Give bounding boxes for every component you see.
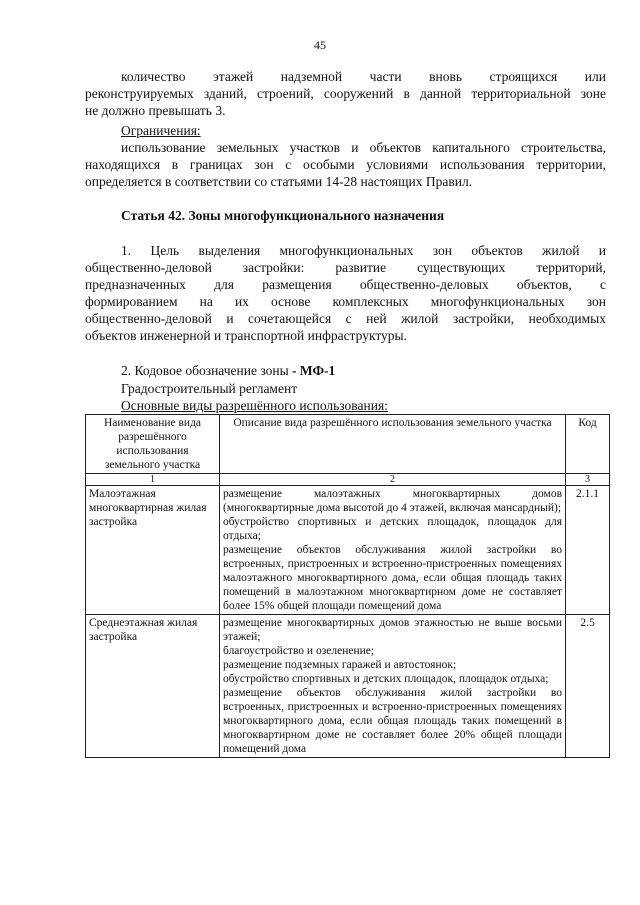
text-line: общественно-деловой и сочетающейся с ней жилой застройки, необходимых: [85, 311, 606, 326]
table-number-row: [86, 474, 610, 486]
zone-code-line: [85, 362, 606, 379]
header-description: Описание вида разрешённого использования земельного участка: [220, 415, 566, 474]
text-line: формированием на их основе комплексных многофункциональных зон: [85, 294, 606, 309]
table-row: [86, 486, 610, 615]
column-number: 1: [86, 474, 220, 486]
regulation-title: Градостроительный регламент: [121, 381, 298, 396]
use-description: [220, 486, 566, 615]
header-code: Код: [566, 415, 610, 474]
text-line: использование земельных участков и объектов капитального строительства,: [121, 140, 606, 155]
description-item: обустройство спортивных и детских площадок, площадок для отдыха;: [223, 516, 562, 542]
text-line: находящихся в границах зон с особыми условиями использования территории,: [85, 157, 606, 172]
use-code: 2.1.1: [566, 486, 610, 615]
description-item: обустройство спортивных и детских площадок, площадок отдыха;: [223, 673, 549, 685]
text-line: не должно превышать 3.: [85, 103, 226, 118]
restrictions-label: Ограничения:: [121, 123, 201, 138]
restrictions-block: [85, 122, 606, 190]
description-item: размещение многоквартирных домов этажностью не выше восьми этажей;: [223, 617, 562, 643]
use-name: Малоэтажная многоквартирная жилая застройка: [86, 486, 220, 615]
text-line: 1. Цель выделения многофункциональных зон объектов жилой и: [121, 243, 606, 258]
main-uses-title: Основные виды разрешённого использования:: [121, 398, 388, 413]
text-line: общественно-деловой застройки: развитие существующих территорий,: [85, 260, 606, 275]
zone-code-prefix: 2. Кодовое обозначение зоны: [121, 363, 293, 378]
continuation-paragraph: [85, 68, 606, 119]
description-item: размещение малоэтажных многоквартирных домов (многоквартирные дома высотой до 4 этажей, включая мансардный);: [223, 488, 562, 514]
text-line: определяется в соответствии со статьями 14-28 настоящих Правил.: [85, 174, 473, 189]
use-name: Среднеэтажная жилая застройка: [86, 615, 220, 758]
purpose-paragraph: [85, 242, 606, 344]
text-line: предназначенных для размещения общественно-деловых объектов, с: [85, 277, 606, 292]
table-header-row: [86, 415, 610, 474]
description-item: благоустройство и озеленение;: [223, 645, 375, 657]
article-title: Статья 42. Зоны многофункционального назначения: [121, 208, 445, 223]
description-item: размещение объектов обслуживания жилой застройки во встроенных, пристроенных и встроенно-пристроенных помещениях малоэтажного многоквартирного дома, если общая площадь таких помещений в малоэтажном многоквартирном доме не составляет более 15% общей площади помещений дома: [223, 544, 562, 612]
use-description: [220, 615, 566, 758]
table-row: [86, 615, 610, 758]
description-item: размещение подземных гаражей и автостоянок;: [223, 659, 457, 671]
use-code: 2.5: [566, 615, 610, 758]
text-line: количество этажей надземной части вновь строящихся или: [121, 69, 606, 84]
column-number: 3: [566, 474, 610, 486]
uses-table: [85, 414, 610, 758]
description-item: размещение объектов обслуживания жилой застройки во встроенных, пристроенных и встроенно-пристроенных помещениях многоквартирного дома, если общая площадь таких помещений в многоквартирном доме не составляет более 20% общей площади помещений дома: [223, 687, 562, 755]
page-number: 45: [314, 38, 326, 52]
zone-code: - МФ-1: [292, 363, 336, 378]
text-line: объектов инженерной и транспортной инфраструктуры.: [85, 328, 407, 343]
text-line: реконструируемых зданий, строений, сооружений в данной территориальной зоне: [85, 86, 606, 101]
column-number: 2: [220, 474, 566, 486]
header-name: Наименование вида разрешённого использования земельного участка: [86, 415, 220, 474]
